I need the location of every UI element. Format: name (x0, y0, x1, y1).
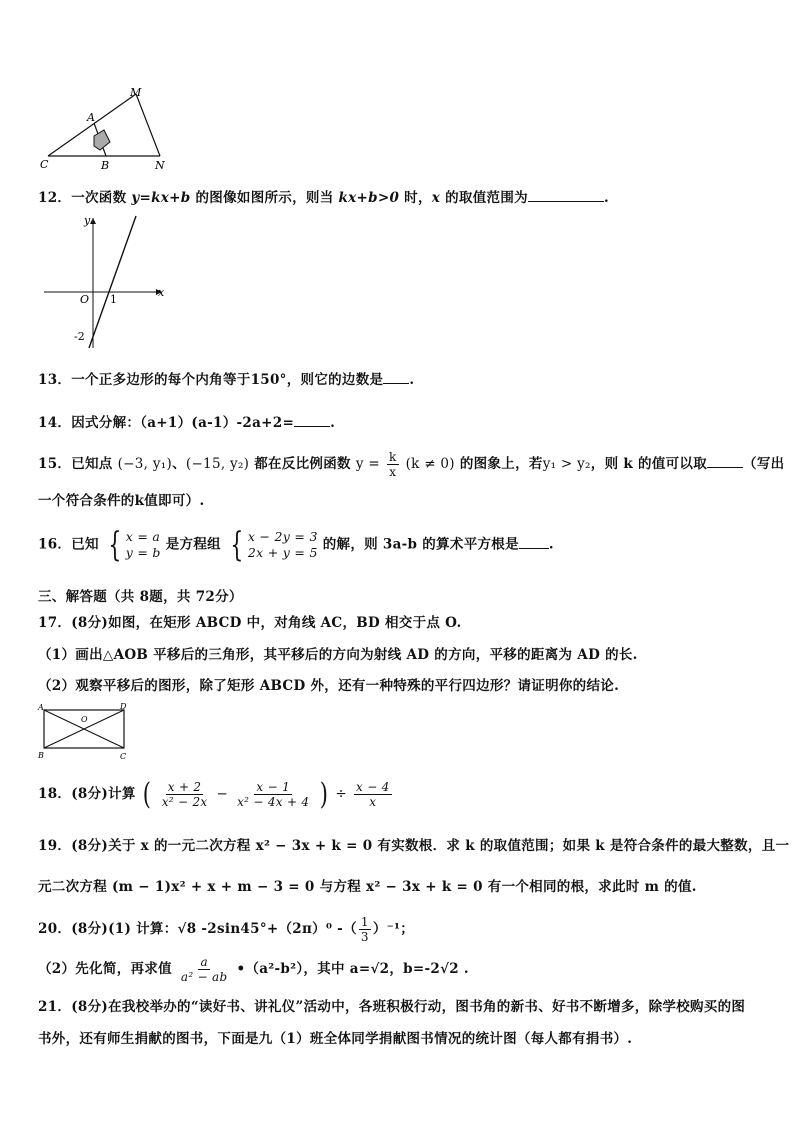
label-C: C (40, 158, 49, 171)
question-18: 18．(8分)计算 ( $\frac{x + 2}{\text{x² − 2x}}$ − $\frac{x - 1}{\text{x² − 4x + 4}}$ ) ÷ $\frac{x - 4}{x}$ (38, 776, 390, 812)
system-2: { x − 2y = 3 2x + y = 5 (230, 525, 318, 565)
question-19: 19．(8分)关于 x 的一元二次方程 x² − 3x + k = 0 有实数根．求 k 的取值范围；如果 k 是符合条件的最大整数，且一 (38, 838, 790, 854)
rect-label-D: D (120, 702, 127, 711)
system-1: { x = a y = b (108, 525, 161, 565)
label-B: B (101, 159, 110, 172)
rect-label-C: C (120, 752, 127, 761)
question-17-part2: （2）观察平移后的图形，除了矩形 ABCD 外，还有一种特殊的平行四边形？请证明你的结论. (38, 678, 620, 694)
question-17: 17．(8分)如图，在矩形 ABCD 中，对角线 AC，BD 相交于点 O. (38, 615, 462, 631)
question-12: 12．一次函数 y=kx+b 的图像如图所示，则当 kx+b>0 时，x 的取值范围为 . (38, 187, 609, 207)
question-20: 20．(8分)(1) 计算：√8 -2sin45°+（2π）⁰ -（ $\frac{1}{3}$ ）⁻¹； (38, 915, 415, 944)
question-21: 21．(8分)在我校举办的“读好书、讲礼仪”活动中，各班积极行动，图书角的新书、好书不断增多，除学校购买的图 (38, 999, 746, 1015)
answer-blank[interactable] (707, 453, 743, 468)
linear-function-graph (40, 212, 170, 352)
x-intercept-label: 1 (110, 293, 117, 306)
axis-x-label: x (158, 286, 165, 299)
label-A: A (87, 111, 95, 124)
question-15: 15．已知点 (−3, y₁)、(−15, y₂) 都在反比例函数 y = $\frac{k}{x}$ (k ≠ 0) 的图象上，若y₁ > y₂，则 k 的值可以取 （写出 (38, 450, 785, 479)
question-20-part2: （2）先化简，再求值 $\frac{a}{\text{a² − ab}}$ •（a²-b²），其中 a=√2，b=-2√2 . (38, 955, 469, 984)
answer-blank[interactable] (383, 369, 409, 384)
label-M: M (130, 86, 142, 99)
rect-label-B: B (38, 751, 44, 760)
label-N: N (155, 159, 165, 172)
origin-label: O (80, 293, 90, 306)
triangle-figure (38, 86, 178, 172)
section-heading: 三、解答题（共 8题，共 72分） (38, 589, 243, 605)
question-17-part1: （1）画出△AOB 平移后的三角形，其平移后的方向为射线 AD 的方向，平移的距离为 AD 的长. (38, 647, 638, 663)
question-19-line2: 元二次方程 (m − 1)x² + x + m − 3 = 0 与方程 x² − 3x + k = 0 有一个相同的根，求此时 m 的值. (38, 879, 697, 895)
question-16: 16．已知 { x = a y = b 是方程组 { x − 2y = 3 2x + y = 5 的解，则 3a-b 的算术平方根是 . (38, 525, 554, 565)
question-14: 14．因式分解：（a+1）(a-1）-2a+2= . (38, 412, 335, 432)
y-intercept-label: -2 (74, 330, 85, 343)
axis-y-label: y (84, 214, 91, 227)
rect-label-A: A (38, 703, 44, 712)
question-13: 13．一个正多边形的每个内角等于150°，则它的边数是 . (38, 369, 414, 389)
question-21-line2: 书外，还有师生捐献的图书，下面是九（1）班全体同学捐献图书情况的统计图（每人都有捐书）. (38, 1031, 633, 1047)
answer-blank[interactable] (528, 187, 604, 202)
answer-blank[interactable] (519, 534, 549, 549)
question-15-line2: 一个符合条件的k值即可）. (38, 493, 205, 509)
rectangle-figure (36, 702, 132, 762)
answer-blank[interactable] (294, 412, 330, 427)
rect-label-O: O (81, 715, 88, 724)
